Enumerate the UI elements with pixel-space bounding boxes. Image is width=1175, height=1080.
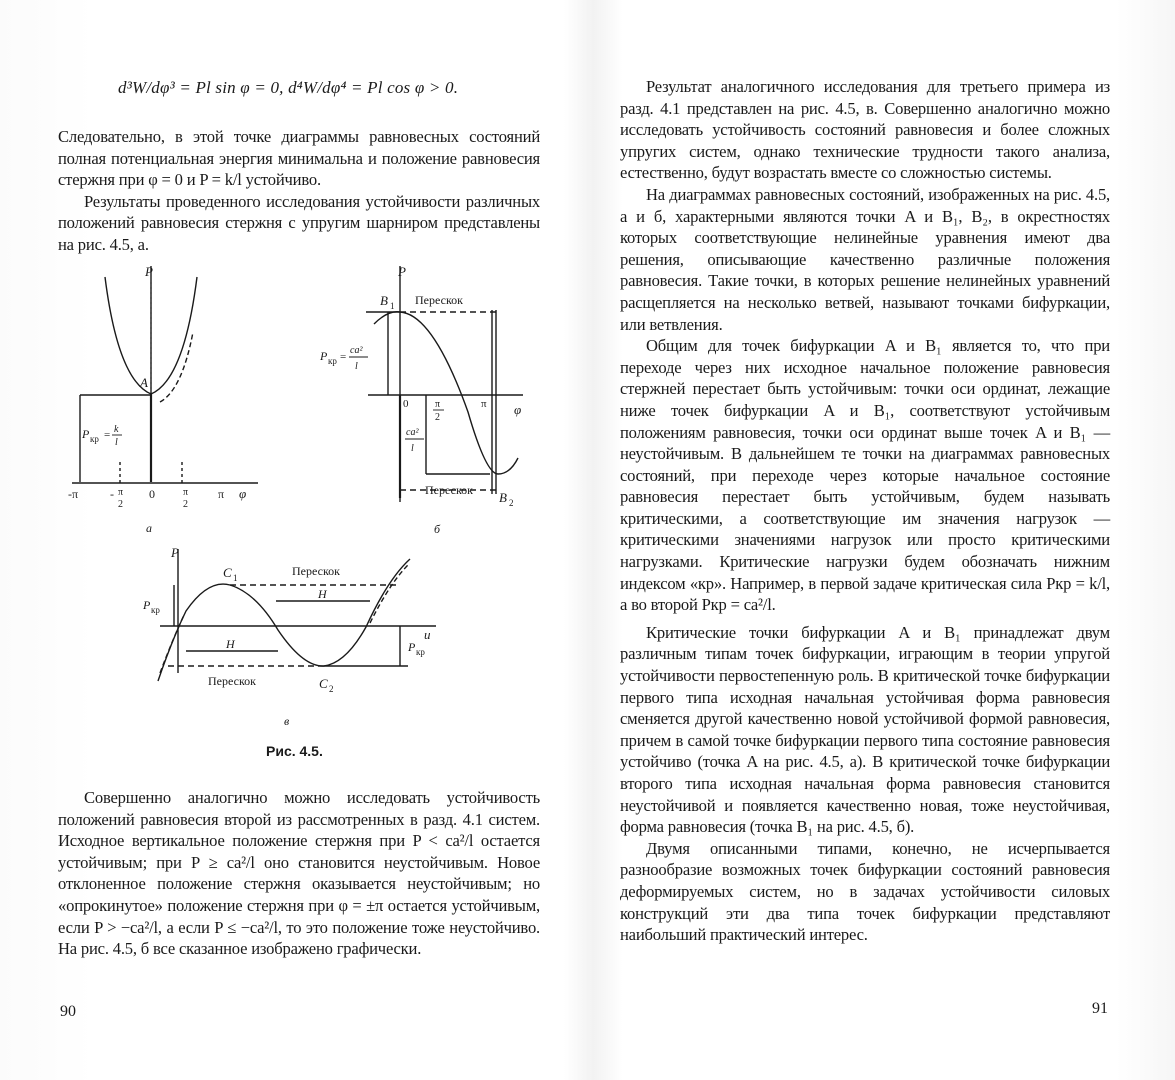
- tick-label: 2: [183, 499, 188, 510]
- paragraph: Общим для точек бифуркации A и B₁ является то, что при переходе через них исходное начальное положение равновесия стержней перестает быть устойчивым: точки оси ординат, лежащие ниже точек бифуркации A и B₁, соответствуют устойчивым положениям равновесия, точки оси ординат выше точек A и B₁ — неустойчивым. В дальнейшем те точки на диаграммах равновесных состояний, при переходе через которые начальное состояние равновесия перестает быть устойчивым, будем называть критическими, а соответствующие им значения нагрузок — критическими значениями нагрузок или просто критическими нагрузками. Критические нагрузки будем обозначать нижним индексом «кр». Например, в первой задаче критическая сила Pкр = k/l, а во второй Pкр = ca²/l.: [620, 336, 1110, 615]
- paragraph: Результаты проведенного исследования устойчивости различных положений равновесия стержня с упругим шарниром представлены на рис. 4.5, а.: [58, 191, 540, 254]
- panel-a-label: а: [146, 521, 152, 535]
- axis-y-label: P: [145, 264, 153, 279]
- paragraph: Двумя описанными типами, конечно, не исчерпывается разнообразие возможных точек бифуркации состояний равновесия деформируемых систем, но в задачах устойчивости силовых конструкций эти два типа точек бифуркации представляют наибольший практический интерес.: [620, 838, 1110, 945]
- tick-label: 0: [149, 487, 155, 501]
- axis-y-label: P: [171, 545, 179, 560]
- frac-numerator: k: [114, 424, 119, 435]
- h-label-bottom: H: [226, 637, 235, 651]
- tick-pi2-den: 2: [435, 412, 440, 423]
- pkr-subscript: кр: [90, 434, 99, 444]
- figure-panel-a: [60, 262, 270, 542]
- panel-b-label: б: [434, 522, 441, 536]
- panel-v-label: в: [284, 714, 290, 728]
- pkr-equals: =: [340, 351, 347, 363]
- figure-panel-v: [138, 545, 458, 730]
- equation: d³W/dφ³ = Pl sin φ = 0, d⁴W/dφ⁴ = Pl cos φ > 0.: [118, 78, 459, 97]
- frac2-numerator: ca²: [406, 427, 419, 438]
- axis-y-label: P: [398, 264, 406, 279]
- jump-label-bottom: Перескок: [425, 483, 473, 497]
- left-intro-text: [58, 126, 540, 256]
- point-c1-label: C: [223, 565, 232, 580]
- axis-x-label: φ: [514, 402, 522, 417]
- tick-label: -: [110, 487, 114, 501]
- tick-pi: π: [481, 398, 487, 410]
- right-text: [620, 76, 1110, 946]
- jump-label-top: Перескок: [292, 564, 340, 578]
- tick-label: 2: [118, 499, 123, 510]
- right-page: [590, 0, 1175, 1080]
- paragraph: Совершенно аналогично можно исследовать устойчивость положений равновесия второй из рассмотренных в разд. 4.1 систем. Исходное вертикальное положение стержня при P < ca²/l остается устойчивым; при P ≥ ca²/l оно становится неустойчивым. Новое отклоненное положение стержня оказывается неустойчивым; но «опрокинутое» положение стержня при φ = ±π остается устойчивым, если P > −ca²/l, а если P ≤ −ca²/l, то это положение тоже неустойчиво. На рис. 4.5, б все сказанное изображено графически.: [58, 788, 540, 959]
- paragraph: Критические точки бифуркации A и B₁ принадлежат двум различным типам точек бифуркации, играющим в теории упругой устойчивости первостепенную роль. В критической точке бифуркации первого типа исходная начальная устойчивая форма равновесия сменяется другой качественно новой устойчивой формой равновесия, причем в самой точке бифуркации первого типа состояние равновесия устойчиво (точка A на рис. 4.5, а). В критической точке бифуркации второго типа исходная начальная форма равновесия становится неустойчивой и появляется качественно новая, тоже неустойчивая, форма равновесия (точка B₁ на рис. 4.5, б).: [620, 622, 1110, 837]
- frac2-denominator: l: [411, 443, 414, 454]
- tick-label: -π: [68, 487, 79, 501]
- page-number: 91: [1092, 1000, 1108, 1017]
- point-b2-label: B: [499, 490, 507, 505]
- axis-x-label: φ: [239, 486, 247, 501]
- point-c2-label: C: [319, 676, 328, 691]
- figure-caption: Рис. 4.5.: [266, 743, 323, 759]
- tick-zero: 0: [403, 398, 409, 410]
- point-b1-subscript: 1: [390, 301, 395, 311]
- figure-panel-b: [318, 262, 538, 542]
- paragraph: На диаграммах равновесных состояний, изображенных на рис. 4.5, а и б, характерными являются точки A и B₁, B₂, в окрестностях которых соответствующие нелинейные уравнения имеют два решения, описывающие качественно различные положения равновесия. Такие точки, в которых решение нелинейных уравнений расщепляется на несколько ветвей, называют точками бифуркации, или ветвления.: [620, 184, 1110, 334]
- tick-label: π: [183, 487, 189, 498]
- paragraph: Следовательно, в этой точке диаграммы равновесных состояний полная потенциальная энергия минимальна и положение равновесия стержня при φ = 0 и P = k/l устойчиво.: [58, 127, 540, 190]
- pkr-right-subscript: кр: [416, 647, 425, 657]
- axis-x-label: u: [424, 627, 431, 642]
- frac-numerator: ca²: [350, 345, 363, 356]
- point-b1-label: B: [380, 293, 388, 308]
- tick-pi2-num: π: [435, 399, 441, 410]
- jump-label-top: Перескок: [415, 293, 463, 307]
- point-c1-subscript: 1: [233, 573, 238, 583]
- pkr-left-subscript: кр: [151, 605, 160, 615]
- paragraph: Результат аналогичного исследования для третьего примера из разд. 4.1 представлен на рис. 4.5, в. Совершенно аналогично можно исследовать устойчивость состояний равновесия и более сложных упругих систем, однако технические трудности такого анализа, естественно, будут возрастать вместе со сложностью системы.: [620, 77, 1110, 183]
- left-page: [0, 0, 585, 1080]
- frac-denominator: l: [115, 437, 118, 448]
- point-b2-subscript: 2: [509, 498, 514, 508]
- page-number: 90: [60, 1003, 76, 1020]
- pkr-left-label: P: [143, 598, 151, 612]
- pkr-equals: =: [104, 429, 111, 441]
- pkr-label: P: [82, 427, 90, 441]
- jump-label-bottom: Перескок: [208, 674, 256, 688]
- h-label-top: H: [318, 587, 327, 601]
- pkr-label: P: [320, 349, 328, 363]
- point-a-label: A: [140, 375, 148, 390]
- pkr-subscript: кр: [328, 356, 337, 366]
- frac-denominator: l: [355, 361, 358, 372]
- point-c2-subscript: 2: [329, 684, 334, 694]
- tick-label: π: [118, 487, 124, 498]
- pkr-right-label: P: [408, 640, 416, 654]
- tick-label: π: [218, 487, 225, 501]
- left-bottom-text: [58, 787, 540, 960]
